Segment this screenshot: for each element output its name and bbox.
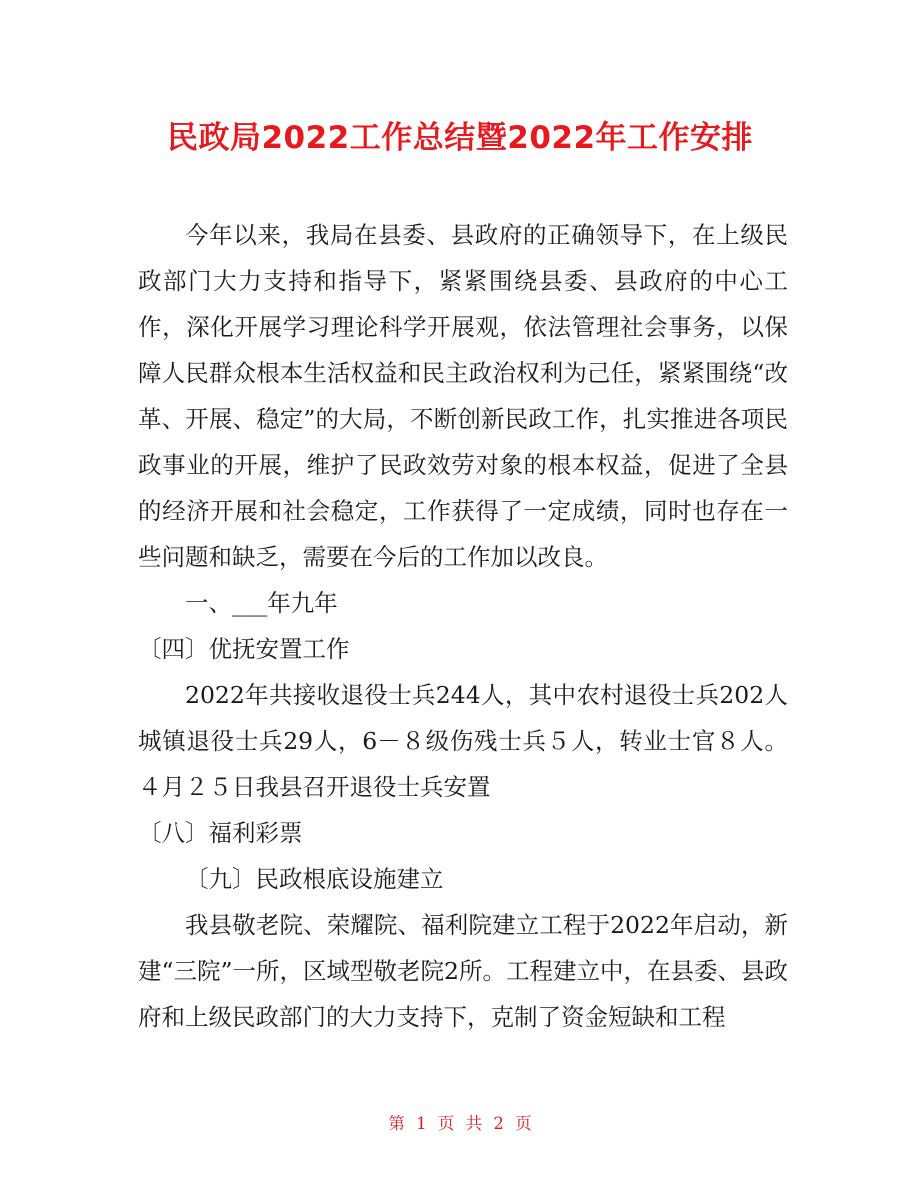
subsection-heading-9: 〔九〕民政根底设施建立 [185, 865, 444, 893]
subsection-heading-4: 〔四〕优抚安置工作 [138, 635, 350, 663]
section-heading-1: 一、___年九年 [185, 589, 338, 617]
page-footer: 第 1 页 共 2 页 [388, 1114, 532, 1133]
intro-paragraph: 今年以来，我局在县委、县政府的正确领导下，在上级民政部门大力支持和指导下，紧紧围绕县委、县政府的中心工作，深化开展学习理论科学开展观，依法管理社会事务，以保障人民群众根本生活权益和民主政治权利为己任，紧紧围绕“改革、开展、稳定”的大局，不断创新民政工作，扎实推进各项民政事业的开展，维护了民政效劳对象的根本权益，促进了全县的经济开展和社会稳定，工作获得了一定成绩，同时也存在一些问题和缺乏，需要在今后的工作加以改良。 [138, 221, 788, 571]
document-body [138, 212, 788, 1040]
veterans-paragraph: 2022年共接收退役士兵244人，其中农村退役士兵202人城镇退役士兵29人，6－８级伤残士兵５人，转业士官８人。４月２５日我县召开退役士兵安置 [138, 681, 788, 801]
subsection-heading-8: 〔八〕福利彩票 [138, 819, 303, 847]
infrastructure-paragraph: 我县敬老院、荣耀院、福利院建立工程于2022年启动，新建“三院”一所，区域型敬老院2所。工程建立中，在县委、县政府和上级民政部门的大力支持下，克制了资金短缺和工程 [138, 911, 788, 1031]
document-title: 民政局2022工作总结暨2022年工作安排 [166, 120, 754, 156]
